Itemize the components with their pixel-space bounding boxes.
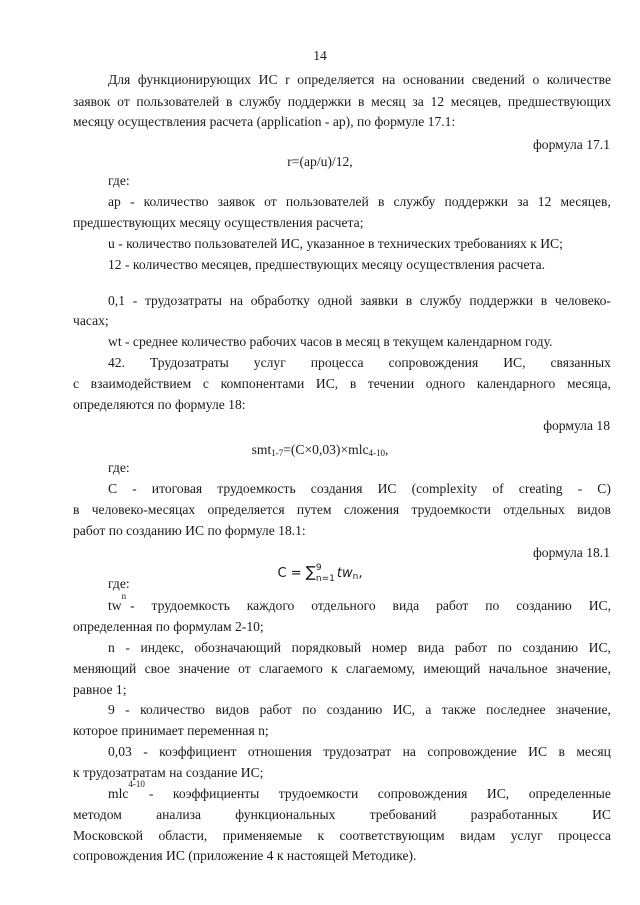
formula-label: формула 18.1 xyxy=(532,545,610,560)
definition-line: 9 - количество видов работ по созданию ИС, а также последнее значение, xyxy=(108,702,611,717)
formula-label: формула 18 xyxy=(543,418,610,433)
definition-line: предшествующих месяцу осуществления расчета; xyxy=(73,215,364,230)
where-label: где: xyxy=(108,460,130,475)
definition-line: методом анализа функциональных требований разработанных ИС xyxy=(73,807,611,822)
where-label: где: xyxy=(108,173,130,188)
paragraph-line: 42. Трудозатраты услуг процесса сопровождения ИС, связанных xyxy=(108,355,611,370)
definition-line: сопровождения ИС (приложение 4 к настоящей Методике). xyxy=(73,848,417,863)
paragraph-line: месяцу осуществления расчета (application - ap), по формуле 17.1: xyxy=(73,114,456,129)
definition-line: определенная по формулам 2-10; xyxy=(73,619,264,634)
definition-line: которое принимает переменная n; xyxy=(73,723,269,738)
page-number: 14 xyxy=(313,48,327,63)
paragraph-line: Для функционирующих ИС r определяется на основании сведений о количестве xyxy=(108,72,611,87)
definition-line: ap - количество заявок от пользователей в службу поддержки за 12 месяцев, xyxy=(108,194,611,209)
paragraph-line: с взаимодействием с компонентами ИС, в течении одного календарного месяца, xyxy=(73,376,611,391)
definition-line: C - итоговая трудоемкость создания ИС (complexity of creating - C) xyxy=(108,481,611,496)
definition-line: работ по созданию ИС по формуле 18.1: xyxy=(73,523,306,538)
definition-line: 0,1 - трудозатраты на обработку одной заявки в службу поддержки в человеко- xyxy=(108,293,611,308)
definition-line: Московской области, применяемые к соответствующим видам услуг процесса xyxy=(73,828,611,843)
definition-line: в человеко-месяцах определяется путем сложения трудоемкости отдельных видов xyxy=(73,502,611,517)
where-label: где: xyxy=(108,576,130,591)
definition-line: часах; xyxy=(73,313,109,328)
formula-17-1: r=(ap/u)/12, xyxy=(287,154,353,169)
definition-line: 12 - количество месяцев, предшествующих месяцу осуществления расчета. xyxy=(108,257,546,272)
paragraph-line: заявок от пользователей в службу поддержки в месяц за 12 месяцев, предшествующих xyxy=(73,94,611,109)
formula-18: smt$_{1-7}$=(C×0,03)×mlc$_{4-10}$, xyxy=(251,442,389,458)
definition-line: меняющий свое значение от слагаемого к слагаемому, имеющий начальное значение, xyxy=(73,661,611,676)
definition-line: u - количество пользователей ИС, указанное в технических требованиях к ИС; xyxy=(108,236,563,251)
formula-18-1: C = ∑ 9 n=1 $tw_n$, xyxy=(277,562,363,584)
definition-line: wt - среднее количество рабочих часов в месяц в текущем календарном году. xyxy=(108,334,553,349)
definition-line: 0,03 - коэффициент отношения трудозатрат на сопровождение ИС в месяц xyxy=(108,744,611,759)
paragraph-line: определяются по формуле 18: xyxy=(73,397,246,412)
formula-label: формула 17.1 xyxy=(532,137,610,152)
definition-line: n - индекс, обозначающий порядковый номер вида работ по созданию ИС, xyxy=(108,640,611,655)
definition-line: mlc 4-10 - коэффициенты трудоемкости сопровождения ИС, определенные xyxy=(108,779,611,801)
definition-line: равное 1; xyxy=(73,682,127,697)
definition-line: tw n - трудоемкость каждого отдельного вида работ по созданию ИС, xyxy=(108,591,611,613)
definition-line: к трудозатратам на создание ИС; xyxy=(73,765,264,780)
